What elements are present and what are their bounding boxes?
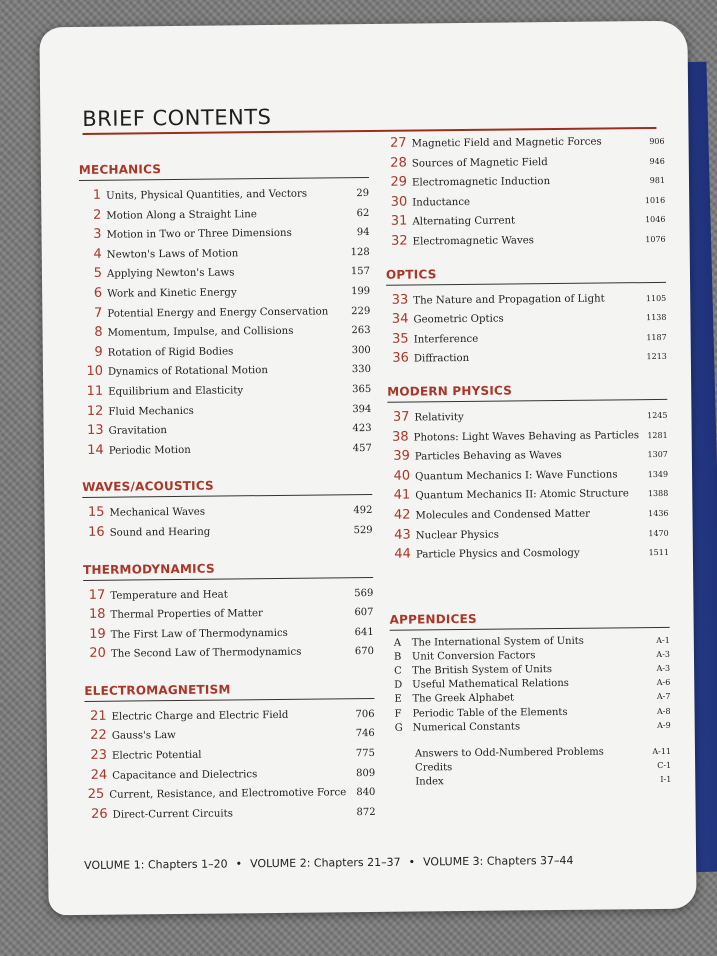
back-matter-page: A-11: [652, 746, 672, 757]
page-number: 746: [355, 728, 375, 740]
book-page: [39, 21, 696, 916]
left-column: [79, 160, 376, 826]
chapter-title: Electromagnetic Induction: [411, 176, 551, 189]
page-number: 1046: [645, 215, 666, 225]
chapter-title: Quantum Mechanics II: Atomic Structure: [415, 488, 630, 502]
section-heading: MODERN PHYSICS: [387, 382, 667, 403]
appendix-title: The Greek Alphabet: [412, 692, 515, 705]
chapter-number: 19: [89, 626, 106, 642]
chapter-number: 33: [391, 292, 409, 308]
chapter-number: 1: [92, 187, 102, 203]
appendix-letter: F: [394, 708, 402, 720]
appendix-extras: [391, 746, 671, 791]
appendix-page: A-8: [656, 706, 671, 716]
page-number: 94: [356, 227, 370, 239]
right-sections: [386, 264, 669, 566]
chapter-number: 17: [88, 587, 106, 603]
chapter-title: Magnetic Field and Magnetic Forces: [411, 136, 602, 150]
volume-footer: [84, 854, 574, 872]
chapter-title: Diffraction: [413, 353, 470, 365]
chapter-title: Potential Energy and Energy Conservation: [107, 305, 329, 320]
page-number: 529: [353, 524, 373, 537]
chapter-title: Temperature and Heat: [110, 588, 228, 602]
page-number: 1307: [647, 449, 668, 460]
back-matter-title: Answers to Odd-Numbered Problems: [414, 746, 604, 760]
chapter-number: 44: [394, 546, 411, 562]
chapter-title: The Nature and Propagation of Light: [413, 293, 605, 307]
chapter-number: 13: [86, 422, 104, 439]
toc-section: [386, 264, 667, 370]
chapter-number: 2: [92, 207, 102, 223]
chapter-title: The Second Law of Thermodynamics: [110, 646, 302, 660]
back-matter-title: Credits: [415, 762, 453, 774]
back-matter-title: Index: [415, 776, 444, 788]
chapter-title: Quantum Mechanics I: Wave Functions: [415, 469, 618, 483]
section-heading: WAVES/ACOUSTICS: [82, 477, 372, 498]
page-number: 394: [352, 403, 372, 415]
chapter-number: 24: [90, 767, 108, 783]
chapter-number: 41: [393, 487, 411, 504]
toc-entry: [84, 643, 374, 666]
appendix-page: A-3: [656, 649, 671, 659]
chapter-title: Thermal Properties of Matter: [110, 608, 263, 621]
volume-2-label: VOLUME 2: Chapters 21–37: [250, 855, 401, 871]
chapter-title: Mechanical Waves: [109, 507, 206, 520]
appendix-letter: C: [394, 665, 402, 677]
page-number: 199: [351, 285, 371, 298]
chapter-title: Sources of Magnetic Field: [411, 156, 548, 170]
appendix-page: A-3: [656, 663, 671, 674]
toc-entry: [86, 804, 376, 827]
page-number: 809: [356, 767, 376, 779]
page-number: 706: [355, 708, 375, 721]
section-heading: ELECTROMAGNETISM: [84, 681, 374, 702]
appendix-letter: G: [394, 722, 403, 734]
chapter-number: 22: [90, 728, 107, 744]
toc-section: [83, 559, 374, 665]
page-number: 423: [352, 423, 372, 435]
page-title: BRIEF CONTENTS: [82, 104, 272, 131]
page-number: 157: [350, 266, 371, 278]
right-column: [385, 133, 672, 791]
toc-section: [387, 382, 669, 567]
chapter-title: Gravitation: [108, 425, 167, 437]
chapter-title: Gauss's Law: [111, 730, 176, 743]
appendix-title: The International System of Units: [411, 635, 584, 649]
section-heading: APPENDICES: [390, 610, 670, 631]
right-top-entries: [385, 133, 666, 253]
page-number: 775: [355, 748, 376, 760]
chapter-title: Electromagnetic Waves: [412, 235, 535, 248]
chapter-title: Relativity: [414, 411, 464, 424]
page-number: 1213: [646, 352, 667, 362]
appendix-title: Periodic Table of the Elements: [412, 706, 568, 720]
appendix-title: Useful Mathematical Relations: [412, 678, 569, 691]
chapter-number: 26: [90, 806, 108, 822]
chapter-title: Applying Newton's Laws: [106, 267, 235, 281]
chapter-number: 32: [391, 233, 408, 249]
chapter-title: Molecules and Condensed Matter: [415, 508, 591, 522]
page-number: 263: [351, 325, 371, 337]
page-number: 1076: [645, 234, 666, 245]
chapter-number: 16: [88, 524, 105, 540]
page-number: 981: [649, 176, 666, 186]
chapter-number: 42: [393, 507, 411, 523]
chapter-number: 38: [391, 429, 409, 445]
page-number: 1511: [648, 547, 669, 558]
chapter-number: 28: [390, 155, 407, 171]
toc-entry: [387, 348, 667, 371]
appendix-entry: [391, 720, 671, 737]
appendix-title: Numerical Constants: [412, 721, 521, 734]
chapter-title: Particles Behaving as Waves: [414, 450, 562, 463]
appendix-page: A-9: [657, 720, 671, 730]
chapter-title: Units, Physical Quantities, and Vectors: [106, 188, 308, 202]
page-number: 300: [351, 344, 371, 356]
section-heading: MECHANICS: [79, 160, 369, 181]
chapter-number: 4: [93, 246, 102, 262]
chapter-number: 29: [390, 174, 408, 190]
volume-1-label: VOLUME 1: Chapters 1–20: [84, 857, 228, 872]
chapter-number: 39: [393, 448, 410, 464]
page-number: 492: [353, 505, 373, 517]
appendix-list: [390, 635, 671, 737]
chapter-title: Current, Resistance, and Electromotive Force: [109, 787, 347, 801]
page-number: 641: [354, 626, 374, 638]
chapter-number: 31: [390, 213, 408, 230]
toc-section: [84, 681, 375, 827]
back-matter-page: I-1: [660, 775, 672, 785]
page-number: 1281: [647, 430, 668, 440]
chapter-number: 34: [391, 311, 409, 327]
page-number: 229: [351, 305, 371, 317]
chapter-number: 7: [94, 305, 103, 321]
toc-entry: [389, 544, 669, 567]
page-number: 840: [356, 787, 376, 799]
chapter-number: 23: [90, 747, 108, 763]
chapter-number: 14: [87, 442, 104, 458]
chapter-number: 9: [94, 344, 103, 360]
page-number: 1016: [644, 195, 666, 205]
appendix-letter: B: [393, 651, 402, 663]
toc-section: [82, 477, 373, 544]
volume-3-label: VOLUME 3: Chapters 37–44: [422, 853, 574, 869]
appendix-page: A-1: [656, 635, 670, 645]
chapter-title: Capacitance and Dielectrics: [112, 768, 258, 782]
chapter-number: 8: [94, 324, 103, 341]
page-number: 128: [350, 246, 370, 258]
chapter-title: Newton's Laws of Motion: [106, 248, 239, 261]
chapter-number: 15: [87, 505, 105, 521]
appendix-page: A-6: [656, 678, 671, 688]
chapter-title: Nuclear Physics: [415, 529, 500, 542]
chapter-number: 3: [93, 226, 102, 243]
chapter-number: 20: [89, 646, 107, 662]
chapter-number: 40: [393, 468, 411, 484]
page-number: 62: [356, 207, 370, 219]
chapter-title: Electric Charge and Electric Field: [111, 709, 289, 723]
chapter-number: 11: [86, 383, 104, 399]
page-number: 1470: [648, 528, 669, 538]
chapter-title: Sound and Hearing: [109, 526, 211, 539]
chapter-title: Motion in Two or Three Dimensions: [106, 227, 292, 241]
chapter-title: Direct-Current Circuits: [112, 808, 234, 821]
bullet-separator: •: [235, 857, 243, 871]
page-number: 1187: [646, 332, 667, 342]
chapter-title: The First Law of Thermodynamics: [110, 627, 288, 641]
page-number: 330: [351, 364, 372, 376]
page-number: 1138: [646, 313, 667, 323]
chapter-title: Work and Kinetic Energy: [107, 287, 237, 300]
chapter-number: 6: [93, 285, 103, 301]
page-number: 1388: [647, 489, 669, 499]
chapter-title: Particle Physics and Cosmology: [415, 547, 580, 561]
chapter-title: Momentum, Impulse, and Collisions: [107, 325, 294, 339]
chapter-title: Fluid Mechanics: [108, 405, 194, 418]
chapter-number: 12: [86, 403, 104, 419]
page-number: 29: [356, 187, 370, 200]
bullet-separator: •: [408, 855, 416, 869]
back-matter-entry: [391, 774, 671, 791]
chapter-title: Motion Along a Straight Line: [106, 208, 257, 222]
page-number: 457: [352, 442, 372, 454]
page-number: 1349: [647, 469, 669, 479]
page-number: 670: [354, 646, 374, 658]
toc-entry: [386, 231, 666, 254]
section-heading: THERMODYNAMICS: [83, 559, 373, 580]
chapter-title: Photons: Light Waves Behaving as Particles: [413, 429, 640, 444]
page-number: 1245: [647, 410, 668, 421]
chapter-number: 30: [390, 194, 408, 210]
appendix-letter: E: [394, 694, 402, 706]
chapter-number: 18: [88, 606, 106, 623]
toc-section: [79, 160, 372, 462]
appendix-letter: A: [393, 637, 402, 649]
chapter-title: Periodic Motion: [108, 444, 191, 457]
chapter-title: Alternating Current: [412, 215, 516, 228]
page-number: 906: [649, 136, 665, 147]
chapter-number: 27: [389, 135, 407, 151]
chapter-number: 35: [392, 331, 409, 347]
page-number: 946: [649, 156, 665, 166]
chapter-title: Equilibrium and Elasticity: [108, 385, 244, 398]
appendix-page: A-7: [656, 692, 671, 702]
page-number: 1105: [645, 293, 667, 303]
chapter-title: Dynamics of Rotational Motion: [107, 365, 269, 379]
chapter-number: 5: [93, 266, 103, 282]
page-number: 1436: [648, 508, 669, 518]
chapter-number: 36: [392, 350, 409, 367]
chapter-number: 21: [89, 708, 107, 724]
chapter-title: Inductance: [412, 196, 471, 209]
chapter-number: 10: [86, 364, 104, 380]
chapter-number: 43: [394, 527, 411, 543]
appendix-title: Unit Conversion Factors: [411, 650, 536, 663]
chapter-title: Electric Potential: [111, 749, 202, 762]
page-number: 365: [352, 383, 372, 396]
chapter-title: Interference: [413, 333, 479, 346]
chapter-title: Rotation of Rigid Bodies: [107, 346, 234, 359]
page-number: 607: [354, 607, 374, 619]
back-matter-page: C-1: [657, 761, 672, 771]
toc-entry: [82, 440, 372, 463]
chapter-number: 37: [392, 409, 410, 425]
appendix-title: The British System of Units: [412, 664, 553, 677]
appendices-section: [390, 610, 672, 792]
toc-entry: [83, 522, 373, 545]
section-heading: OPTICS: [386, 264, 666, 285]
chapter-title: Geometric Optics: [413, 313, 504, 326]
appendix-letter: D: [394, 679, 403, 691]
page-number: 872: [356, 806, 376, 818]
chapter-number: 25: [87, 787, 105, 803]
page-number: 569: [354, 587, 374, 599]
